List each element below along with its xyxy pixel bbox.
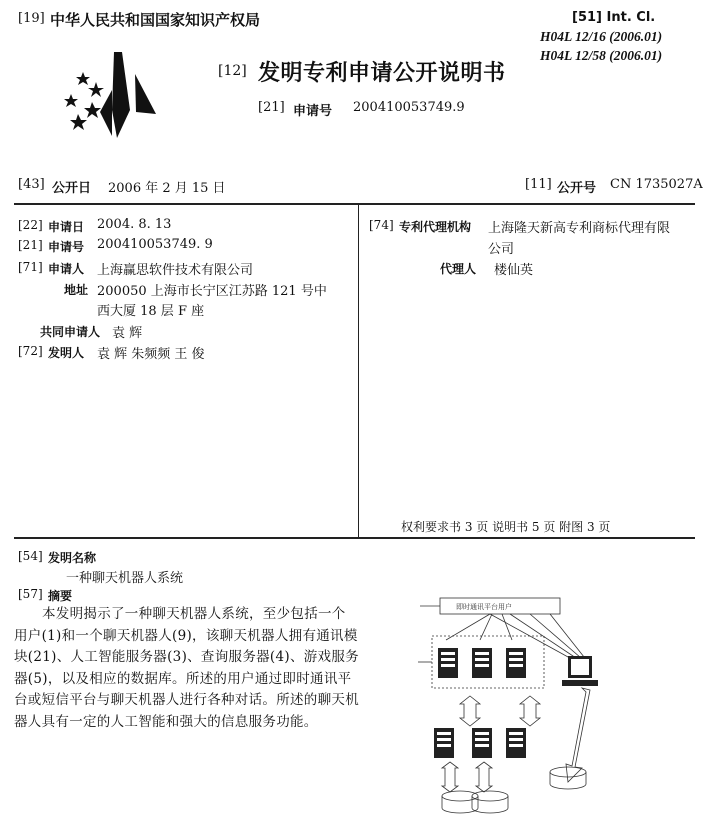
appno-header: 200410053749.9	[353, 100, 465, 115]
appno-biblio: 200410053749. 9	[97, 237, 213, 252]
appno-label-biblio: 申请号	[48, 240, 85, 254]
address-label: 地址	[64, 283, 89, 297]
pubno: CN 1735027A	[610, 177, 703, 192]
applicant-label: 申请人	[48, 262, 85, 276]
ipc-2: H04L 12/58 (2006.01)	[540, 48, 663, 63]
abstract-label: 摘要	[48, 589, 73, 603]
sipo-logo	[56, 50, 166, 142]
platform-label: 即时通讯平台用户	[456, 603, 512, 611]
office-name: 中华人民共和国国家知识产权局	[50, 11, 261, 29]
agency-line-2: 公司	[488, 242, 515, 257]
code-54: [54]	[18, 549, 43, 563]
code-51: [51]	[572, 10, 602, 25]
coapplicant: 袁 辉	[112, 326, 143, 341]
appno-label-header: 申请号	[293, 104, 333, 119]
agency-label: 专利代理机构	[399, 220, 472, 234]
code-71: [71]	[18, 260, 43, 274]
code-74: [74]	[369, 218, 394, 232]
pubno-label: 公开号	[557, 181, 597, 196]
code-11: [11]	[525, 177, 552, 192]
pub-date-label: 公开日	[52, 181, 92, 196]
filing-label: 申请日	[48, 220, 85, 234]
code-12: [12]	[218, 63, 247, 79]
filing-date: 2004. 8. 13	[97, 217, 172, 232]
top-rule	[14, 203, 695, 205]
coapplicant-label: 共同申请人	[40, 325, 101, 339]
title-label: 发明名称	[48, 551, 97, 565]
system-figure	[410, 592, 610, 820]
page-counts: 权利要求书 3 页 说明书 5 页 附图 3 页	[401, 520, 611, 534]
applicant: 上海赢思软件技术有限公司	[97, 263, 254, 278]
code-22: [22]	[18, 218, 43, 232]
inventors: 袁 辉 朱频频 王 俊	[97, 347, 205, 362]
code-72: [72]	[18, 344, 43, 358]
abstract-text: 本发明揭示了一种聊天机器人系统，至少包括一个用户(1)和一个聊天机器人(9)，该聊天机器人拥有通讯模块(21)、人工智能服务器(3)、查询服务器(4)、游戏服务器(5)，以及相应的数据库。所述的用户通过即时通讯平台或短信平台与聊天机器人进行各种对话。所述的聊天机器人具有一定的人工智能和强大的信息服务功能。	[14, 606, 359, 730]
column-divider	[358, 205, 359, 537]
code-19: [19]	[18, 11, 45, 26]
int-cl-label	[572, 10, 655, 25]
agency-line-1: 上海隆天新高专利商标代理有限	[488, 221, 671, 236]
doc-type: 发明专利申请公开说明书	[258, 61, 506, 86]
inventor-label: 发明人	[48, 346, 85, 360]
agent: 楼仙英	[494, 263, 534, 278]
address-line-1: 200050 上海市长宁区江苏路 121 号中	[97, 284, 327, 299]
code-21-header: [21]	[258, 100, 285, 115]
code-57: [57]	[18, 587, 43, 601]
code-21-biblio: [21]	[18, 238, 43, 252]
pub-date: 2006 年 2 月 15 日	[108, 181, 226, 196]
code-43: [43]	[18, 177, 45, 192]
invention-title: 一种聊天机器人系统	[66, 571, 184, 586]
ipc-1: H04L 12/16 (2006.01)	[540, 29, 663, 44]
address-line-2: 西大厦 18 层 F 座	[97, 304, 205, 319]
agent-label: 代理人	[440, 262, 477, 276]
middle-rule	[14, 537, 695, 539]
int-cl: Int. Cl.	[606, 10, 656, 25]
